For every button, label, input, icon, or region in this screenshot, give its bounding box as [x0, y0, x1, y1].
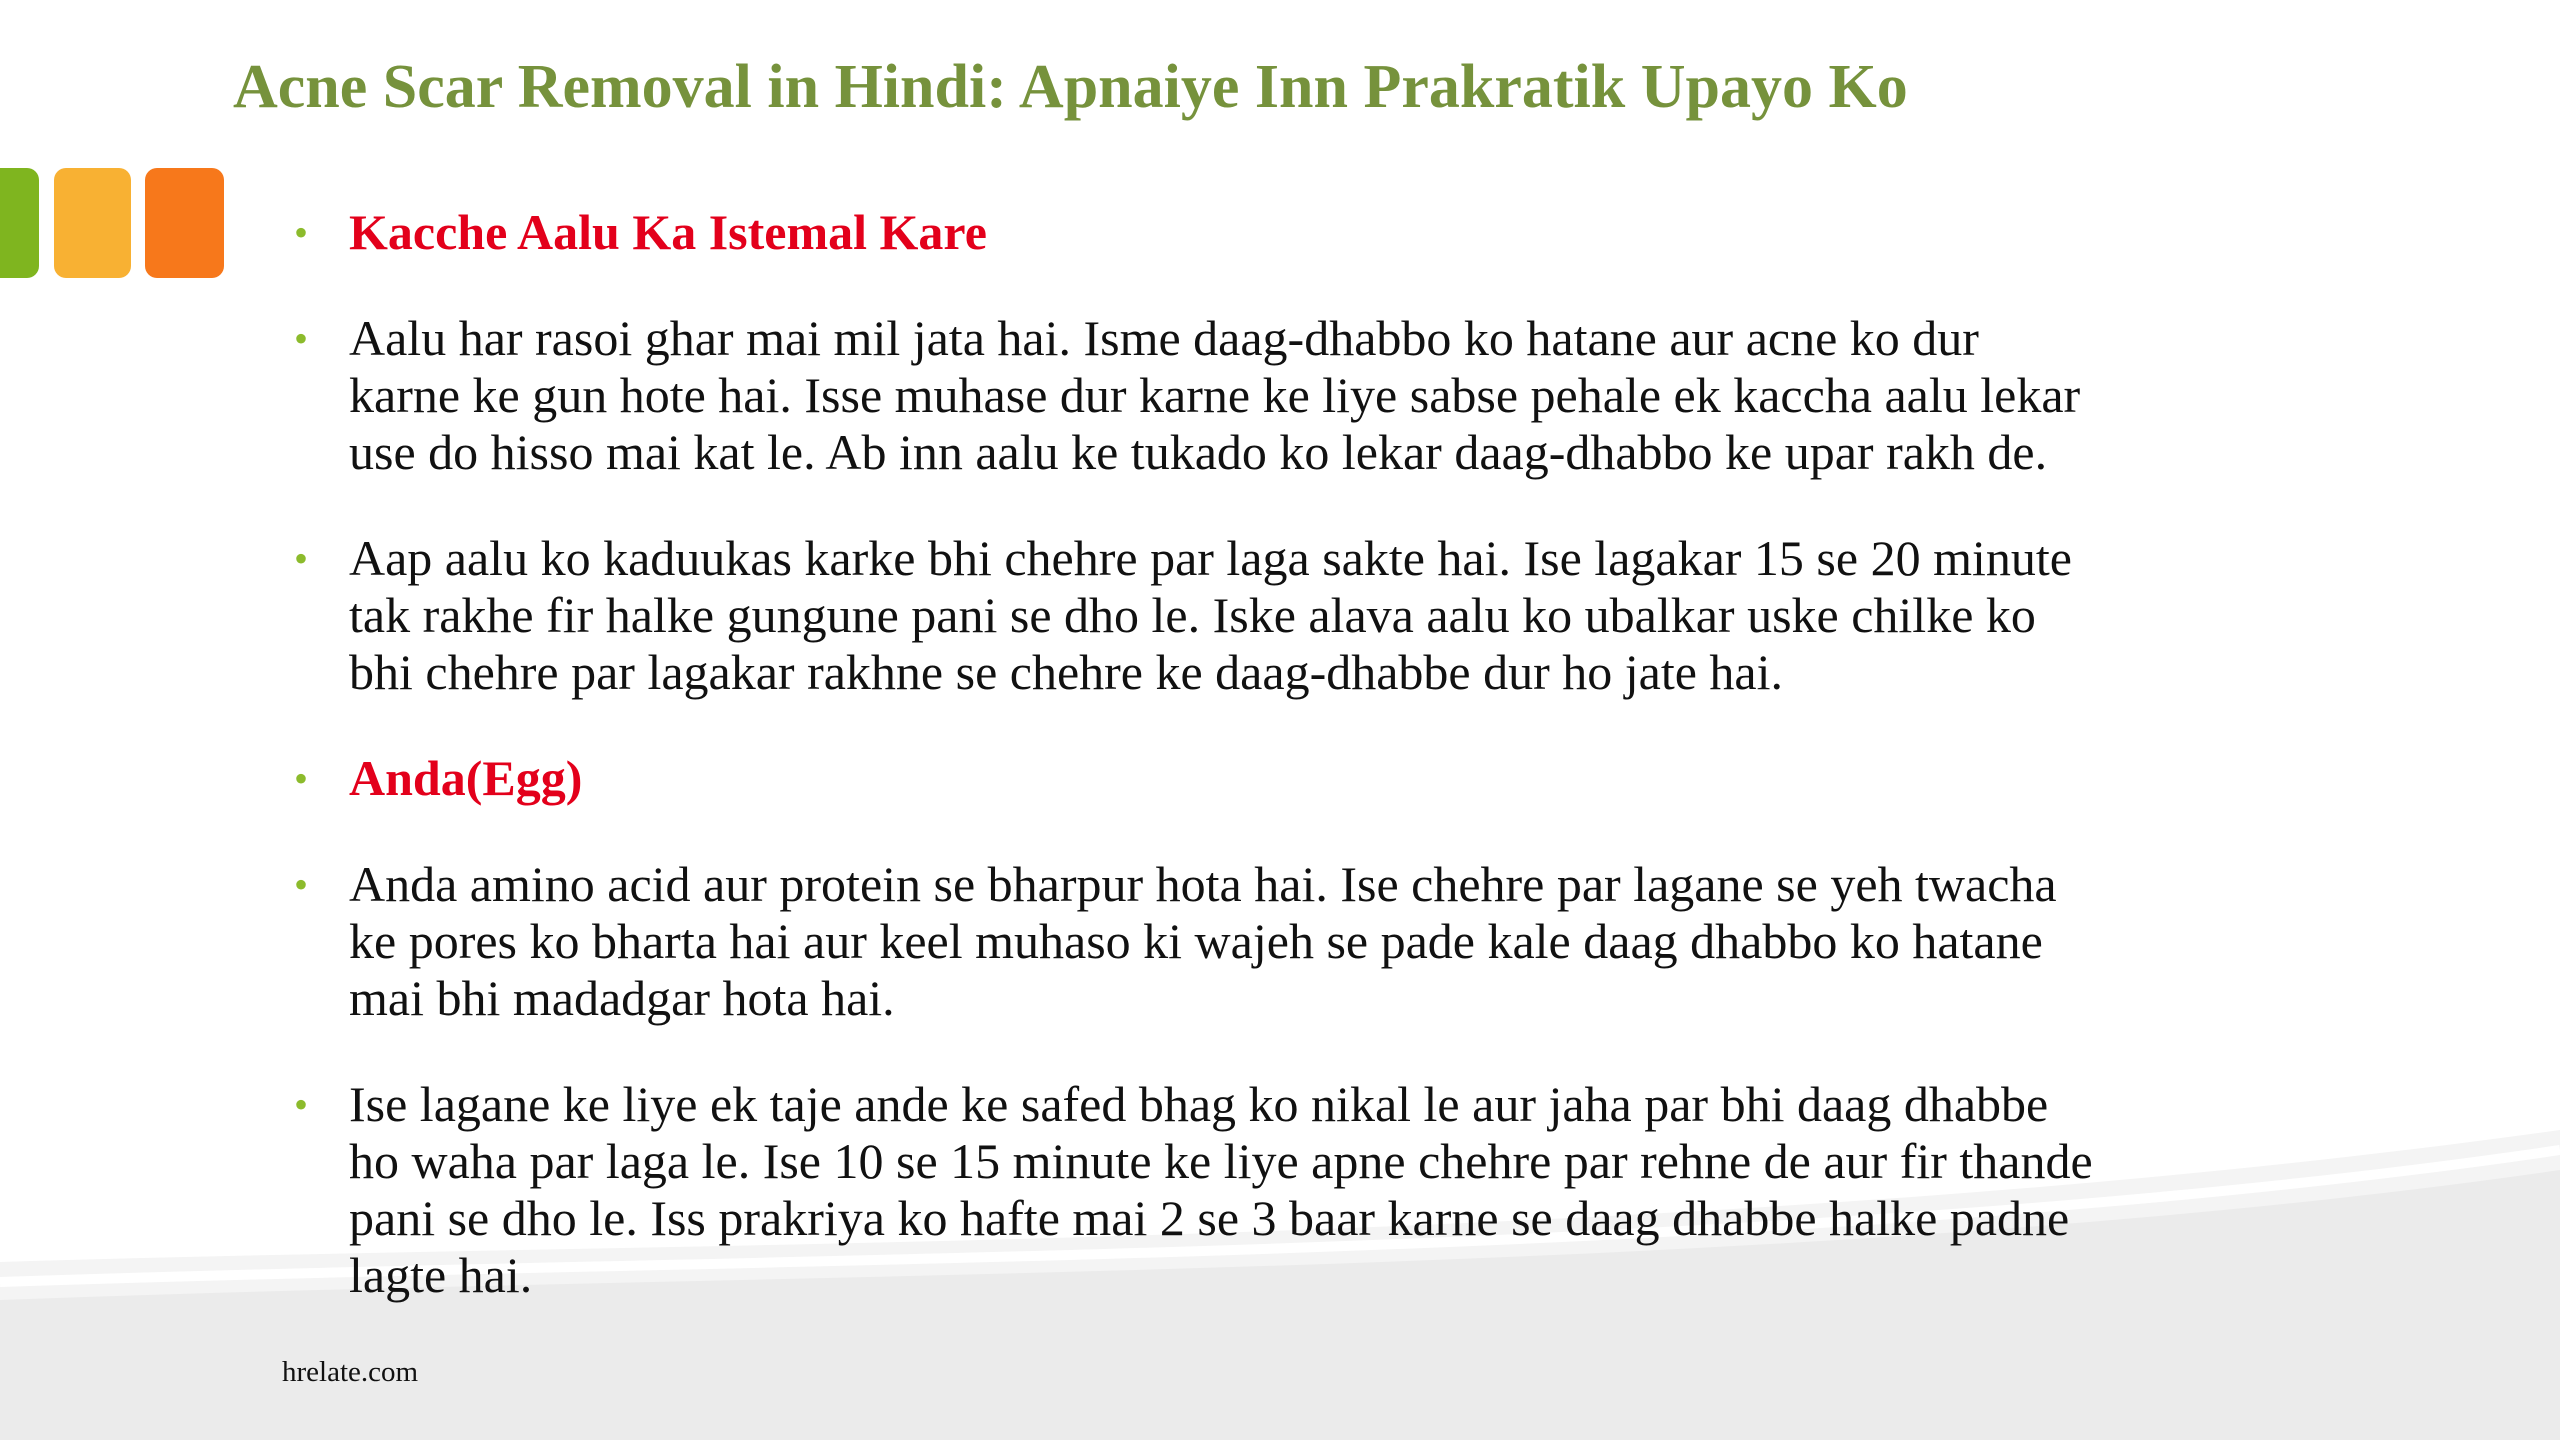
text-line: ho waha par laga le. Ise 10 se 15 minute ke liye apne chehre par rehne de aur fir thande	[349, 1133, 2093, 1189]
text-line: pani se dho le. Iss prakriya ko hafte mai 2 se 3 baar karne se daag dhabbe halke padne	[349, 1190, 2070, 1246]
slide-title: Acne Scar Removal in Hindi: Apnaiye Inn Prakratik Upayo Ko	[233, 53, 1908, 121]
text-line: ke pores ko bharta hai aur keel muhaso ki wajeh se pade kale daag dhabbo ko hatane	[349, 913, 2043, 969]
text-line: tak rakhe fir halke gungune pani se dho le. Iske alava aalu ko ubalkar uske chilke ko	[349, 587, 2036, 643]
text-line: Aap aalu ko kaduukas karke bhi chehre par laga sakte hai. Ise lagakar 15 se 20 minute	[349, 530, 2072, 586]
section-heading	[294, 750, 2394, 807]
decor-square-green	[0, 168, 39, 278]
list-item	[294, 856, 2394, 1027]
bullet-icon: •	[294, 316, 309, 361]
bullet-icon: •	[294, 1082, 309, 1127]
decor-square-yellow	[54, 168, 131, 278]
text-line: mai bhi madadgar hota hai.	[349, 970, 895, 1026]
footer-source: hrelate.com	[282, 1356, 419, 1388]
text-line: lagte hai.	[349, 1247, 533, 1303]
list-item	[294, 530, 2394, 701]
text-line: use do hisso mai kat le. Ab inn aalu ke tukado ko lekar daag-dhabbo ke upar rakh de.	[349, 424, 2048, 480]
decor-square-orange	[145, 168, 224, 278]
list-item	[294, 310, 2394, 481]
text-line: Aalu har rasoi ghar mai mil jata hai. Isme daag-dhabbo ko hatane aur acne ko dur	[349, 310, 1979, 366]
section-heading	[294, 204, 2394, 261]
bullet-icon: •	[294, 536, 309, 581]
text-line: Anda(Egg)	[349, 750, 583, 806]
text-line: Kacche Aalu Ka Istemal Kare	[349, 204, 987, 260]
bullet-icon: •	[294, 756, 309, 801]
text-line: karne ke gun hote hai. Isse muhase dur karne ke liye sabse pehale ek kaccha aalu lekar	[349, 367, 2081, 423]
text-line: Anda amino acid aur protein se bharpur hota hai. Ise chehre par lagane se yeh twacha	[349, 856, 2057, 912]
text-line: Ise lagane ke liye ek taje ande ke safed bhag ko nikal le aur jaha par bhi daag dhabbe	[349, 1076, 2049, 1132]
list-item	[294, 1076, 2394, 1304]
bullet-icon: •	[294, 210, 309, 255]
bullet-list	[294, 204, 2394, 1353]
text-line: bhi chehre par lagakar rakhne se chehre ke daag-dhabbe dur ho jate hai.	[349, 644, 1784, 700]
bullet-icon: •	[294, 862, 309, 907]
